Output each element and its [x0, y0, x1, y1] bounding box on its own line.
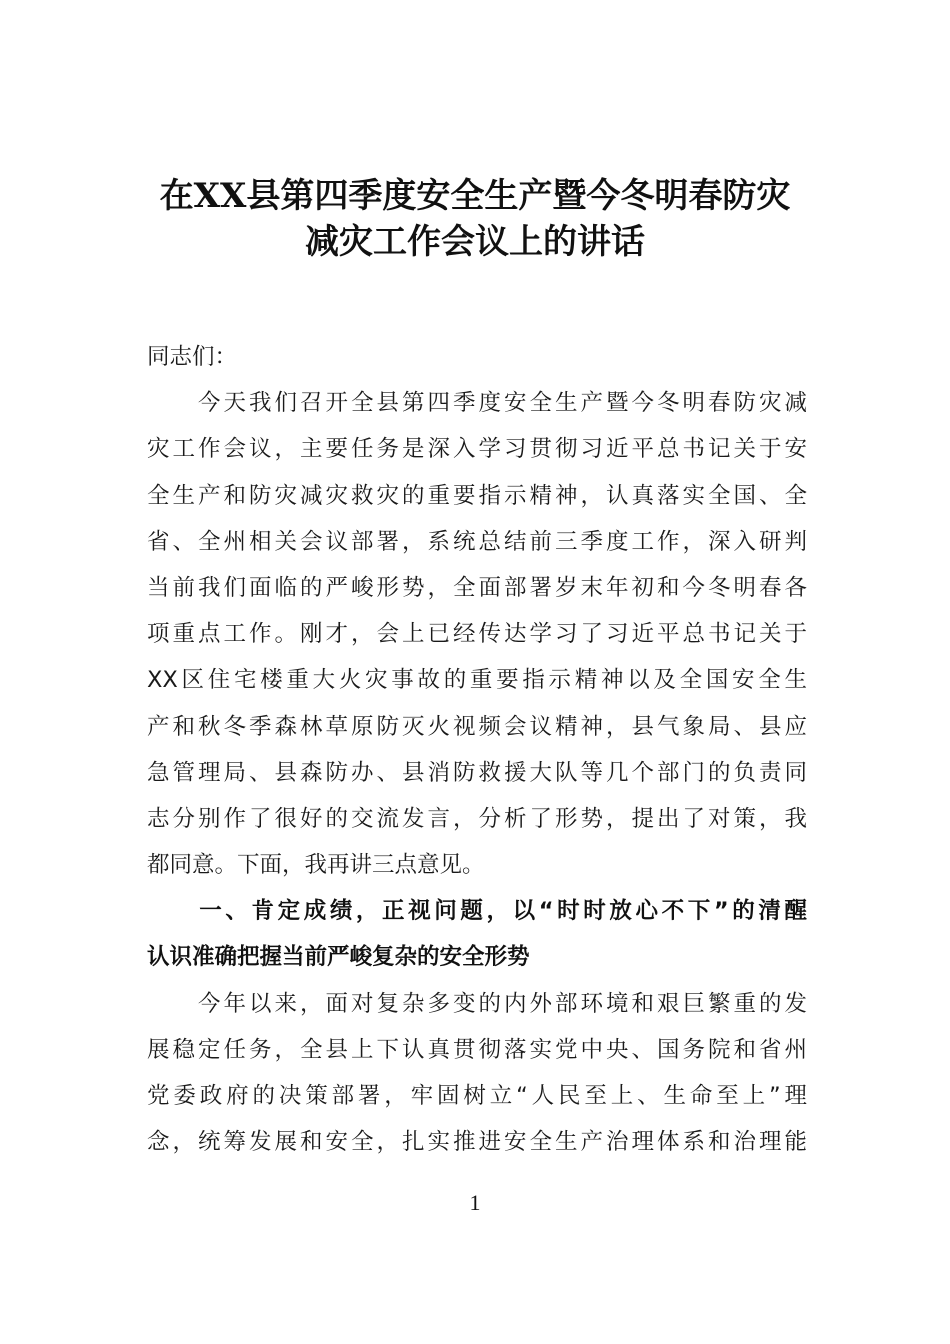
paragraph-line: 党委政府的决策部署，牢固树立“人民至上、生命至上”理 [147, 1083, 807, 1109]
paragraph-line: 展稳定任务，全县上下认真贯彻落实党中央、国务院和省州 [147, 1036, 807, 1063]
paragraph-line: 念，统筹发展和安全，扎实推进安全生产治理体系和治理能 [147, 1129, 807, 1156]
page-number: 1 [469, 1190, 481, 1215]
paragraph-line: 急管理局、县森防办、县消防救援大队等几个部门的负责同 [147, 759, 807, 786]
document-title-line-1: 在XX县第四季度安全生产暨今冬明春防灾 [159, 176, 791, 216]
paragraph-line: 志分别作了很好的交流发言，分析了形势，提出了对策，我 [147, 805, 807, 832]
paragraph-2 [147, 981, 807, 1166]
paragraph-1 [147, 380, 807, 888]
heading-line: 一、肯定成绩，正视问题，以“时时放心不下”的清醒 [147, 898, 807, 925]
paragraph-line: 都同意。下面，我再讲三点意见。 [147, 852, 485, 879]
heading-line: 认识准确把握当前严峻复杂的安全形势 [147, 944, 530, 971]
salutation: 同志们： [147, 344, 238, 370]
paragraph-line: XX区住宅楼重大火灾事故的重要指示精神以及全国安全生 [147, 667, 807, 694]
paragraph-line: 今天我们召开全县第四季度安全生产暨今冬明春防灾减 [147, 390, 807, 417]
paragraph-line: 当前我们面临的严峻形势，全面部署岁末年初和今冬明春各 [147, 574, 807, 601]
paragraph-line: 今年以来，面对复杂多变的内外部环境和艰巨繁重的发 [147, 990, 807, 1017]
paragraph-line: 产和秋冬季森林草原防灭火视频会议精神，县气象局、县应 [147, 713, 807, 740]
paragraph-line: 灾工作会议，主要任务是深入学习贯彻习近平总书记关于安 [147, 436, 807, 463]
paragraph-line: 全生产和防灾减灾救灾的重要指示精神，认真落实全国、全 [147, 482, 807, 509]
document-body [147, 334, 807, 1165]
section-heading-1 [147, 888, 807, 980]
document-title-line-2: 减灾工作会议上的讲话 [305, 222, 645, 262]
paragraph-line: 省、全州相关会议部署，系统总结前三季度工作，深入研判 [147, 528, 807, 555]
paragraph-line: 项重点工作。刚才，会上已经传达学习了习近平总书记关于 [147, 621, 807, 648]
